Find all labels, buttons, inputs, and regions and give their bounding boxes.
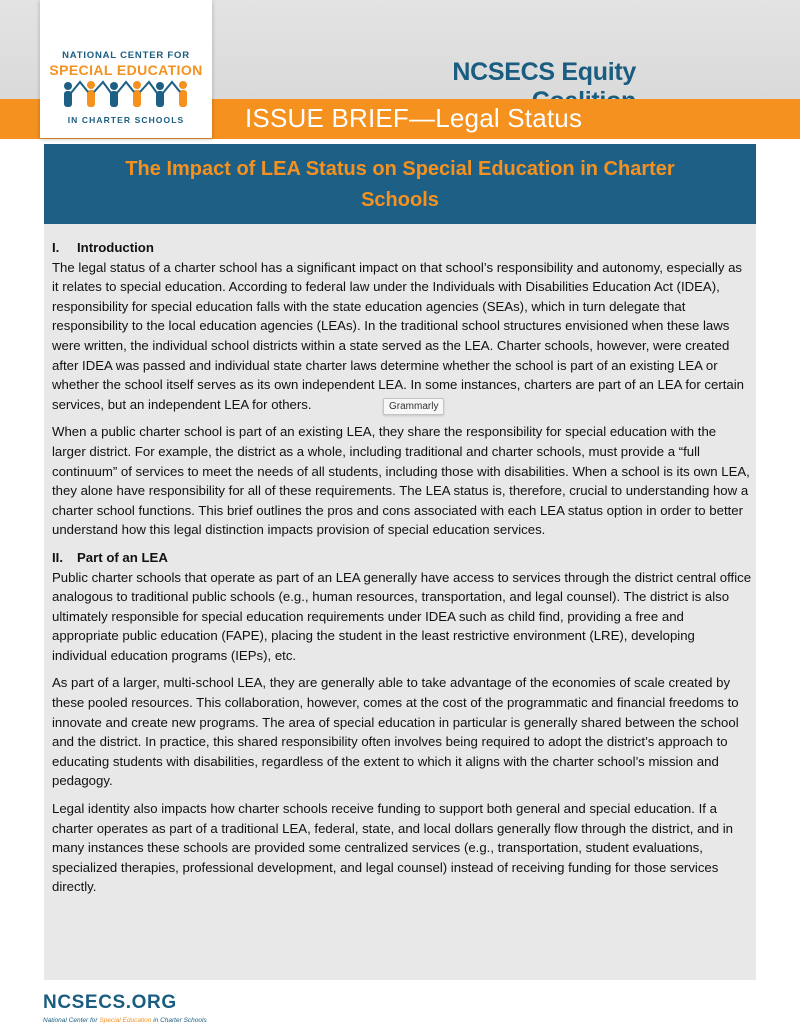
paragraph[interactable]: The legal status of a charter school has a significant impact on that school’s responsibility and autonomy, especially as it relates to special education. According to federal law under the Individuals with Disabilities Education Act (IDEA), responsibility for special education falls with the state education agencies (SEAs), which in turn delegate that responsibility to the local education agencies (LEAs). In the traditional school structures envisioned when these laws were written, the individual school districts within a state served as the LEA. Charter schools, however, were created after IDEA was passed and individual state charter laws determine whether the school is part of an existing LEA or whether the school itself serves as its own independent LEA. In some instances, charters are part of an LEA for certain services, but an independent LEA for others.: [52, 259, 744, 412]
document-title-line-2: Schools: [361, 189, 439, 211]
footer-tagline-a: National Center for: [43, 1017, 100, 1024]
ncsecs-logo: [40, 0, 212, 138]
section-title: Introduction: [77, 240, 154, 255]
section-number: II.: [52, 549, 63, 565]
document-title: [44, 144, 756, 224]
brief-title: ISSUE BRIEF—Legal Status: [245, 103, 583, 133]
grammarly-tooltip[interactable]: Grammarly: [383, 398, 444, 415]
paragraph[interactable]: As part of a larger, multi-school LEA, they are generally able to take advantage of the economies of scale created by these pooled resources. This collaboration, however, comes at the cost of the programmatic and financial freedoms to innovate and create new programs. The area of special education in particular is generally shared between the school and the district. In practice, this shared responsibility often involves being required to adopt the district’s approach to educating students with disabilities, regardless of the extent to which it aligns with the charter school’s mission and pedagogy.: [52, 675, 739, 789]
footer-tagline: [43, 1017, 207, 1024]
coalition-title: NCSECS Equity: [452, 58, 636, 86]
logo-line-2: SPECIAL EDUCATION: [49, 62, 203, 78]
logo-line-3: IN CHARTER SCHOOLS: [67, 115, 185, 125]
logo-line-1: NATIONAL CENTER FOR: [62, 50, 190, 61]
section-heading-part-of-lea: [52, 548, 752, 568]
footer-tagline-c: in Charter Schools: [151, 1017, 207, 1024]
paragraph[interactable]: Legal identity also impacts how charter schools receive funding to support both general and special education. If a charter operates as part of a traditional LEA, federal, state, and local dollars generally flow through the district, and in many instances these schools are provided some centralized services (e.g., transportation, student evaluations, specialized therapies, professional development, and legal counsel) instead of receiving funding for those services directly.: [52, 801, 734, 895]
paragraph[interactable]: Public charter schools that operate as part of an LEA generally have access to services through the district central office analogous to traditional public schools (e.g., human resources, transportation, and legal counsel). The district is also ultimately responsible for special education requirements under IDEA such as child find, providing a free and appropriate public education (FAPE), placing the student in the least restrictive environment (LRE), developing individual education programs (IEPs), etc.: [52, 569, 752, 663]
footer-tagline-b: Special Education: [99, 1017, 152, 1024]
document-body: [52, 238, 752, 905]
children-figures-icon: [58, 78, 194, 114]
brief-content-panel: [44, 144, 756, 980]
document-title-line-1: The Impact of LEA Status on Special Education in Charter: [125, 158, 675, 180]
section-heading-introduction: [52, 238, 752, 258]
paragraph[interactable]: When a public charter school is part of an existing LEA, they share the responsibility for special education with the larger district. For example, the district as a whole, including traditional and charter schools, must provide a “full continuum” of services to meet the needs of all students, including those with disabilities. When a school is its own LEA, they alone have responsibility for all of these requirements. The LEA status is, therefore, crucial to understanding how a charter school functions. This brief outlines the pros and cons associated with each LEA status option in order to better understand how this legal distinction impacts provision of special education services.: [52, 424, 750, 538]
footer-site-link[interactable]: NCSECS.ORG: [43, 992, 177, 1013]
section-title: Part of an LEA: [77, 549, 168, 565]
section-number: I.: [52, 240, 60, 255]
